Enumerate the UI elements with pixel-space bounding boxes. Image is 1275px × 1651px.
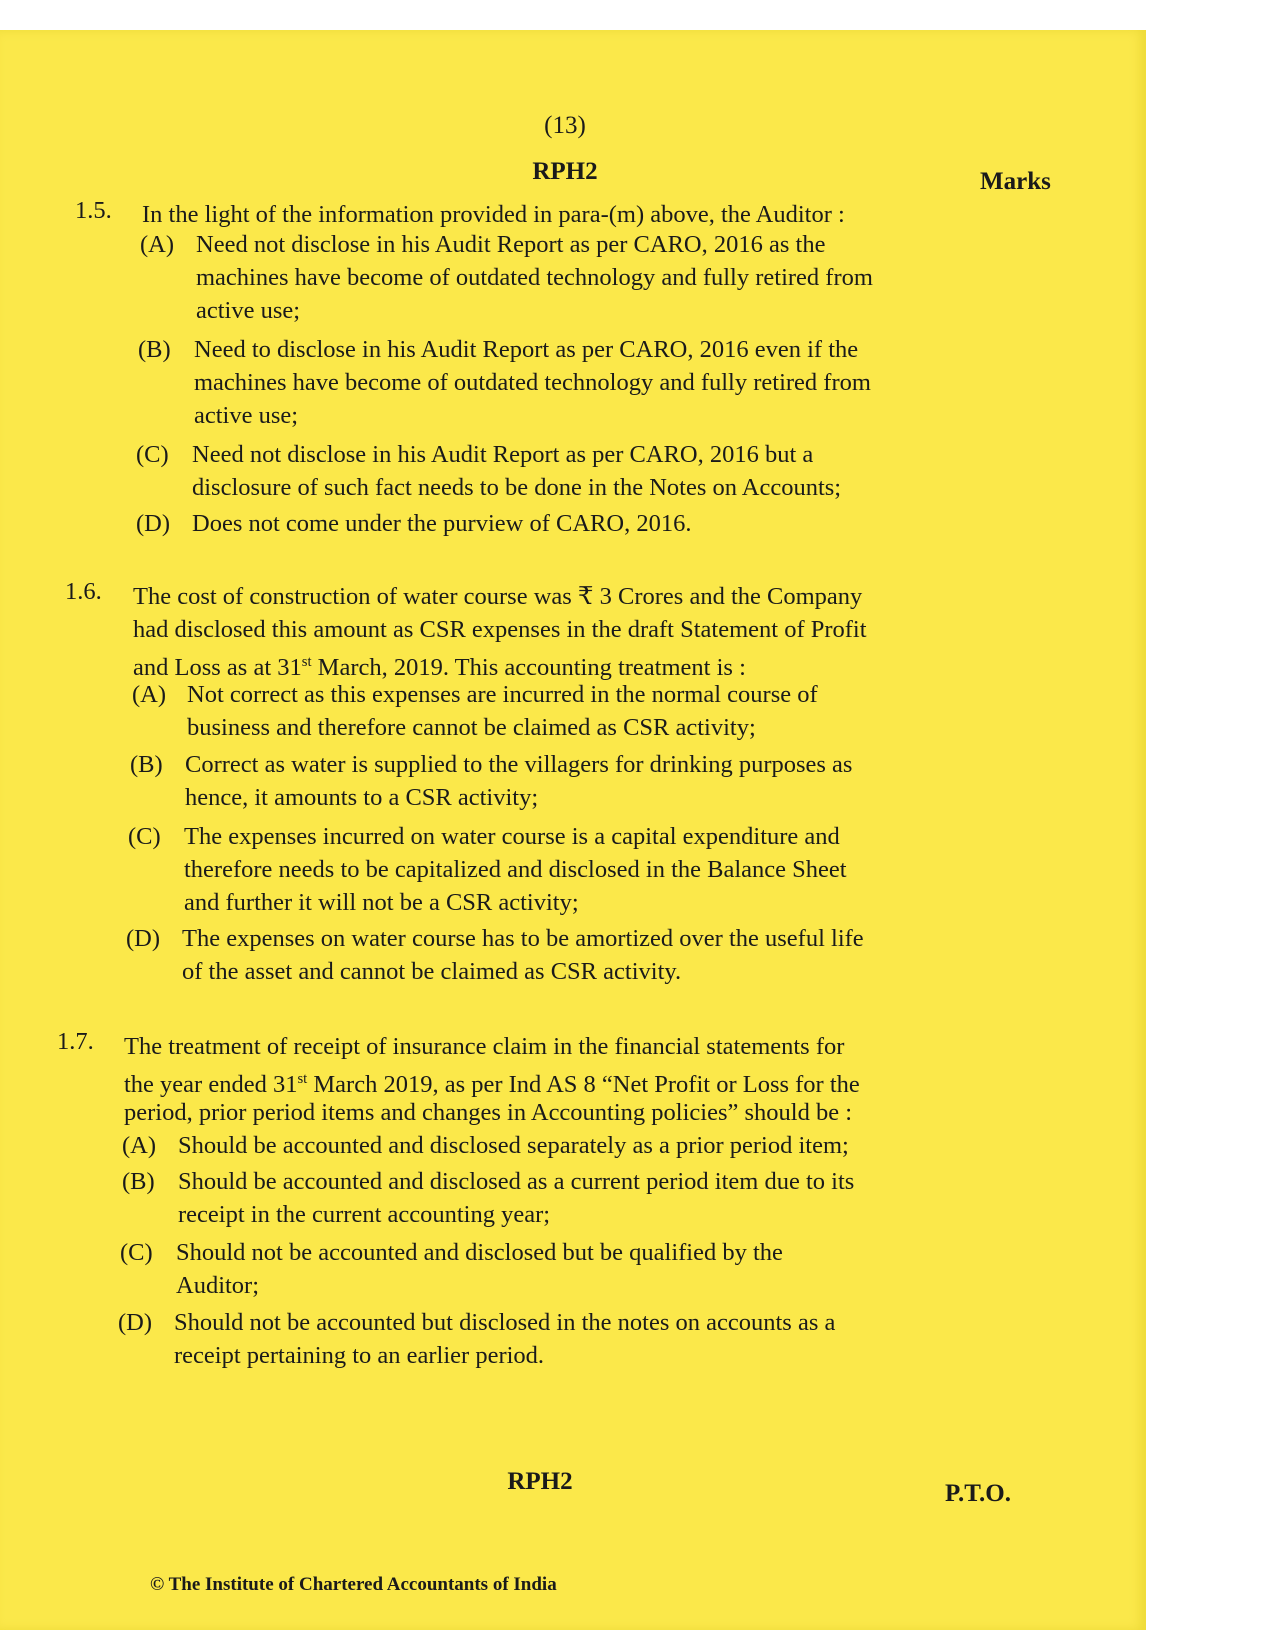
option-label: (C): [128, 823, 161, 850]
option-line: receipt in the current accounting year;: [178, 1201, 551, 1228]
question-text-line: had disclosed this amount as CSR expenses in the draft Statement of Profit: [133, 616, 867, 643]
option-line: active use;: [194, 402, 299, 429]
option-line: Should be accounted and disclosed separately as a prior period item;: [178, 1132, 849, 1159]
question-text-line: The cost of construction of water course was ₹ 3 Crores and the Company: [133, 583, 863, 610]
question-text-line: period, prior period items and changes in Accounting policies” should be :: [124, 1099, 853, 1126]
option-line: Need not disclose in his Audit Report as per CARO, 2016 as the: [196, 231, 826, 258]
option-line: The expenses on water course has to be amortized over the useful life: [182, 925, 864, 952]
option-label: (B): [122, 1168, 155, 1195]
option-line: hence, it amounts to a CSR activity;: [185, 784, 539, 811]
option-label: (C): [120, 1239, 153, 1266]
option-line: machines have become of outdated technology and fully retired from: [196, 264, 873, 291]
marks-label: Marks: [980, 168, 1051, 195]
option-line: receipt pertaining to an earlier period.: [174, 1342, 545, 1369]
option-line: active use;: [196, 297, 301, 324]
page-number: (13): [544, 112, 586, 139]
option-label: (D): [118, 1309, 153, 1336]
option-label: (A): [140, 231, 175, 258]
question-text: In the light of the information provided in para-(m) above, the Auditor :: [142, 201, 845, 228]
option-label: (A): [132, 681, 167, 708]
option-label: (A): [122, 1132, 157, 1159]
option-line: Does not come under the purview of CARO, 2016.: [192, 510, 692, 537]
option-label: (B): [138, 336, 171, 363]
option-line: business and therefore cannot be claimed as CSR activity;: [187, 714, 756, 741]
question-number: 1.7.: [57, 1028, 94, 1055]
question-text-line: the year ended 31st March 2019, as per Ind AS 8 “Net Profit or Loss for the: [124, 1071, 860, 1099]
option-line: Auditor;: [176, 1272, 260, 1299]
option-line: Need not disclose in his Audit Report as per CARO, 2016 but a: [192, 441, 814, 468]
option-label: (D): [136, 510, 171, 537]
option-label: (C): [136, 441, 169, 468]
option-line: Correct as water is supplied to the villagers for drinking purposes as: [185, 751, 853, 778]
option-line: Should not be accounted and disclosed but be qualified by the: [176, 1239, 783, 1266]
question-number: 1.6.: [65, 578, 102, 605]
option-line: The expenses incurred on water course is a capital expenditure and: [184, 823, 840, 850]
pto-label: P.T.O.: [945, 1480, 1011, 1507]
paper-code-footer: RPH2: [507, 1468, 573, 1495]
question-text-line: The treatment of receipt of insurance claim in the financial statements for: [124, 1033, 845, 1060]
option-line: therefore needs to be capitalized and disclosed in the Balance Sheet: [184, 856, 847, 883]
option-line: Should not be accounted but disclosed in the notes on accounts as a: [174, 1309, 836, 1336]
option-line: and further it will not be a CSR activity;: [184, 889, 579, 916]
option-line: disclosure of such fact needs to be done in the Notes on Accounts;: [192, 474, 842, 501]
question-number: 1.5.: [75, 197, 112, 224]
question-text-line: and Loss as at 31st March, 2019. This accounting treatment is :: [133, 654, 746, 682]
option-line: Should be accounted and disclosed as a current period item due to its: [178, 1168, 855, 1195]
option-line: Not correct as this expenses are incurred in the normal course of: [187, 681, 818, 708]
option-label: (D): [126, 925, 161, 952]
option-line: Need to disclose in his Audit Report as per CARO, 2016 even if the: [194, 336, 859, 363]
option-line: machines have become of outdated technology and fully retired from: [194, 369, 871, 396]
paper-code-header: RPH2: [532, 158, 598, 185]
option-label: (B): [130, 751, 163, 778]
option-line: of the asset and cannot be claimed as CSR activity.: [182, 958, 682, 985]
copyright-notice: © The Institute of Chartered Accountants of India: [150, 1574, 557, 1595]
